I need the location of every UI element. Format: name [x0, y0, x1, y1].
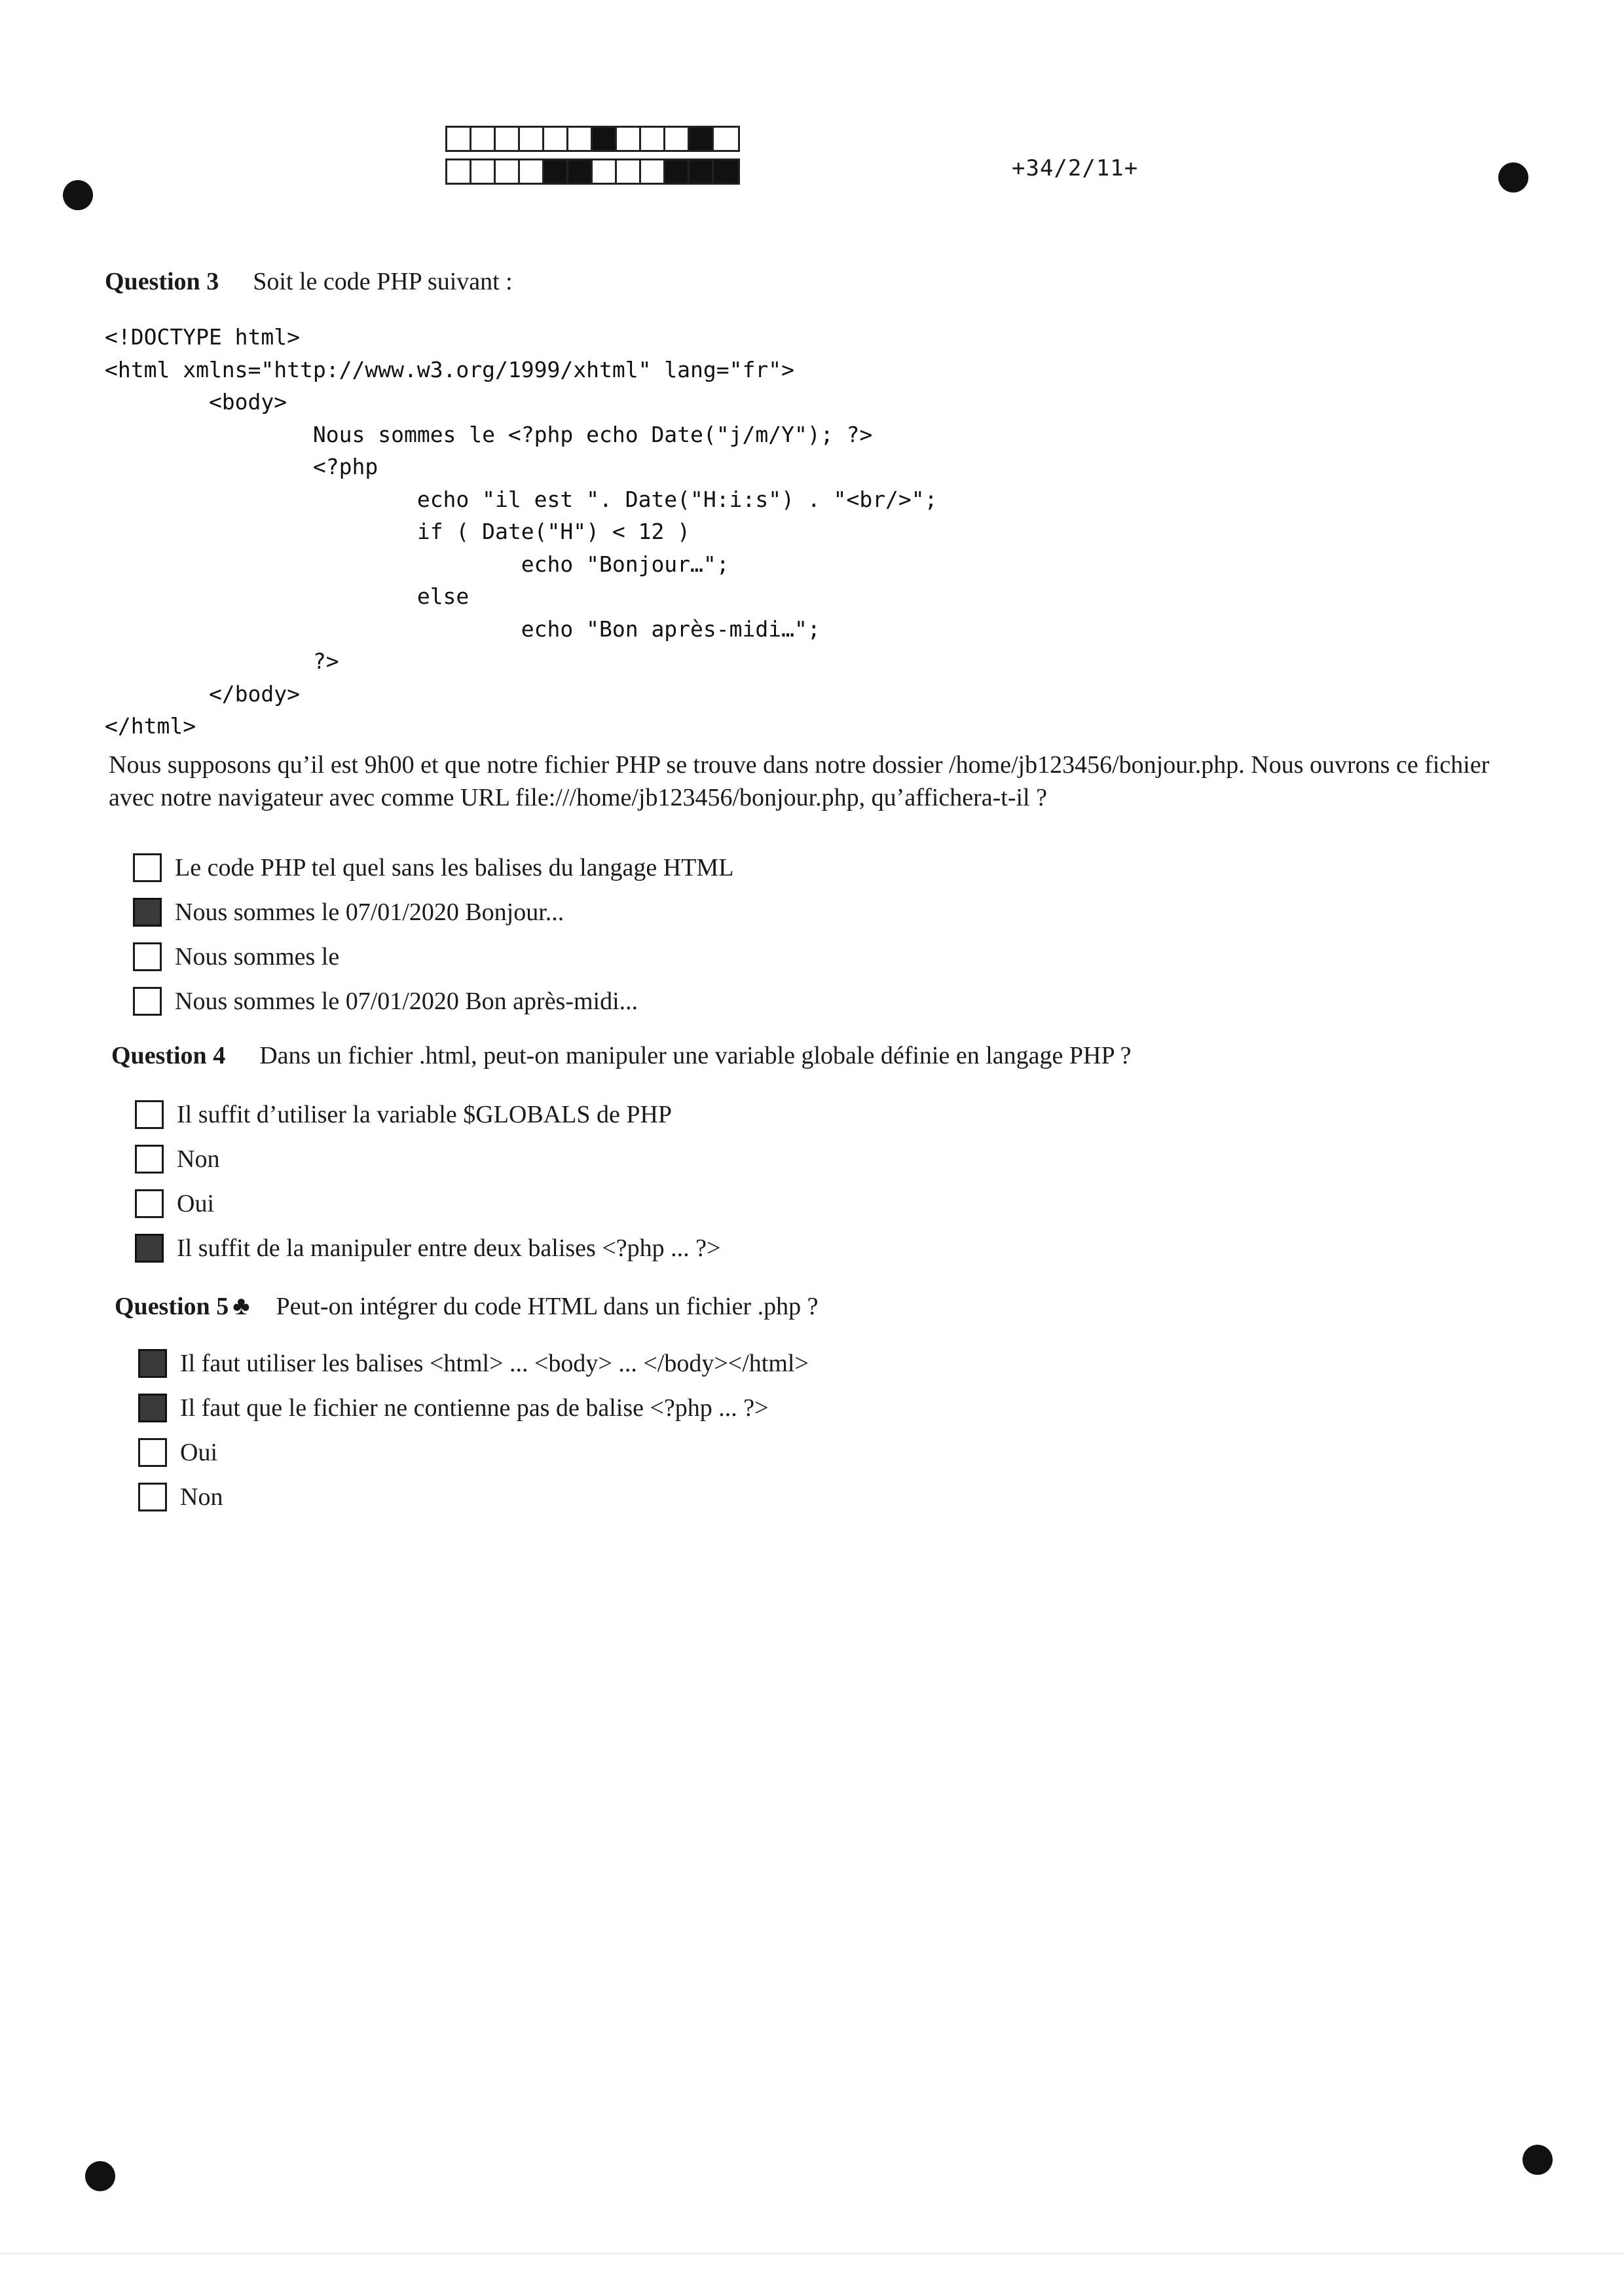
q5-option-2[interactable]	[138, 1394, 769, 1422]
checkbox-checked[interactable]	[138, 1394, 167, 1422]
id-cell-filled	[593, 128, 617, 150]
id-cell	[641, 128, 665, 150]
registration-mark-bottom-left	[85, 2161, 115, 2191]
question-5-text: Peut-on intégrer du code HTML dans un fichier .php ?	[276, 1293, 819, 1320]
q3-option-4[interactable]	[133, 987, 638, 1016]
q3-option-1[interactable]	[133, 853, 733, 882]
student-id-grid-row-1	[445, 126, 740, 152]
option-label: Nous sommes le 07/01/2020 Bonjour...	[175, 898, 564, 926]
id-cell	[447, 160, 471, 183]
checkbox[interactable]	[138, 1483, 167, 1511]
checkbox[interactable]	[135, 1145, 164, 1174]
club-icon: ♣	[232, 1291, 250, 1320]
checkbox-checked[interactable]	[138, 1349, 167, 1378]
option-label: Non	[180, 1483, 223, 1511]
checkbox[interactable]	[135, 1189, 164, 1218]
checkbox[interactable]	[135, 1100, 164, 1129]
q4-option-2[interactable]	[135, 1145, 219, 1174]
scan-edge	[0, 2253, 1624, 2254]
checkbox[interactable]	[133, 942, 162, 971]
id-cell-filled	[665, 160, 690, 183]
student-id-grid-row-2	[445, 158, 740, 185]
id-cell	[714, 128, 738, 150]
q4-option-1[interactable]	[135, 1100, 672, 1129]
q4-option-3[interactable]	[135, 1189, 214, 1218]
id-cell	[593, 160, 617, 183]
id-cell	[496, 160, 520, 183]
registration-mark-top-left	[63, 180, 93, 210]
option-label: Il suffit de la manipuler entre deux balises <?php ... ?>	[177, 1234, 721, 1262]
question-5-label	[115, 1290, 249, 1321]
id-cell	[665, 128, 690, 150]
option-label: Nous sommes le 07/01/2020 Bon après-midi...	[175, 988, 638, 1015]
id-cell	[471, 160, 496, 183]
id-cell-filled	[568, 160, 593, 183]
option-label: Oui	[180, 1439, 217, 1466]
id-cell-filled	[690, 160, 714, 183]
id-cell	[447, 128, 471, 150]
option-label: Il faut que le fichier ne contienne pas de balise <?php ... ?>	[180, 1394, 769, 1422]
question-3-text: Soit le code PHP suivant :	[253, 268, 513, 295]
q5-option-1[interactable]	[138, 1349, 809, 1378]
q3-option-3[interactable]	[133, 942, 339, 971]
id-cell	[520, 160, 544, 183]
id-cell	[617, 160, 641, 183]
id-cell	[641, 160, 665, 183]
q5-option-4[interactable]	[138, 1483, 223, 1511]
id-cell	[520, 128, 544, 150]
option-label: Non	[177, 1145, 220, 1173]
id-cell	[496, 128, 520, 150]
checkbox-checked[interactable]	[135, 1234, 164, 1263]
checkbox-checked[interactable]	[133, 898, 162, 927]
checkbox[interactable]	[133, 853, 162, 882]
registration-mark-bottom-right	[1522, 2145, 1553, 2175]
question-4-label: Question 4	[111, 1042, 226, 1069]
question-5-heading	[115, 1290, 818, 1321]
question-3-paragraph: Nous supposons qu’il est 9h00 et que notre fichier PHP se trouve dans notre dossier /home/jb123456/bonjour.php. Nous ouvrons ce fichier avec notre navigateur avec comme URL file:///home/jb123456/bonjour.php, qu’affichera-t-il ?	[109, 751, 1490, 811]
id-cell-filled	[544, 160, 568, 183]
id-cell	[617, 128, 641, 150]
option-label: Nous sommes le	[175, 943, 340, 971]
registration-mark-top-right	[1498, 162, 1528, 193]
question-4-heading	[111, 1041, 1132, 1070]
option-label: Oui	[177, 1190, 214, 1217]
question-3-label: Question 3	[105, 268, 219, 295]
php-code-block: <!DOCTYPE html> <html xmlns="http://www.w3.org/1999/xhtml" lang="fr"> <body> Nous sommes le <?php echo Date("j/m/Y"); ?> <?php echo "il est ". Date("H:i:s") . "<br/>"; if ( Date("H") < 12 ) echo "Bonjour…"; else echo "Bon après-midi…"; ?> </body> </html>	[105, 324, 938, 739]
q5-option-3[interactable]	[138, 1438, 217, 1467]
question-5-label-text: Question 5	[115, 1293, 229, 1320]
id-cell-filled	[690, 128, 714, 150]
id-cell	[568, 128, 593, 150]
id-cell-filled	[714, 160, 738, 183]
option-label: Le code PHP tel quel sans les balises du langage HTML	[175, 854, 734, 881]
checkbox[interactable]	[133, 987, 162, 1016]
id-cell	[544, 128, 568, 150]
option-label: Il faut utiliser les balises <html> ... <body> ... </body></html>	[180, 1350, 809, 1377]
option-label: Il suffit d’utiliser la variable $GLOBALS de PHP	[177, 1101, 673, 1128]
checkbox[interactable]	[138, 1438, 167, 1467]
id-cell	[471, 128, 496, 150]
q4-option-4[interactable]	[135, 1234, 720, 1263]
page-code: +34/2/11+	[1012, 155, 1139, 181]
question-3-heading	[105, 267, 513, 296]
q3-option-2[interactable]	[133, 898, 564, 927]
question-4-text: Dans un fichier .html, peut-on manipuler une variable globale définie en langage PHP ?	[259, 1042, 1132, 1069]
